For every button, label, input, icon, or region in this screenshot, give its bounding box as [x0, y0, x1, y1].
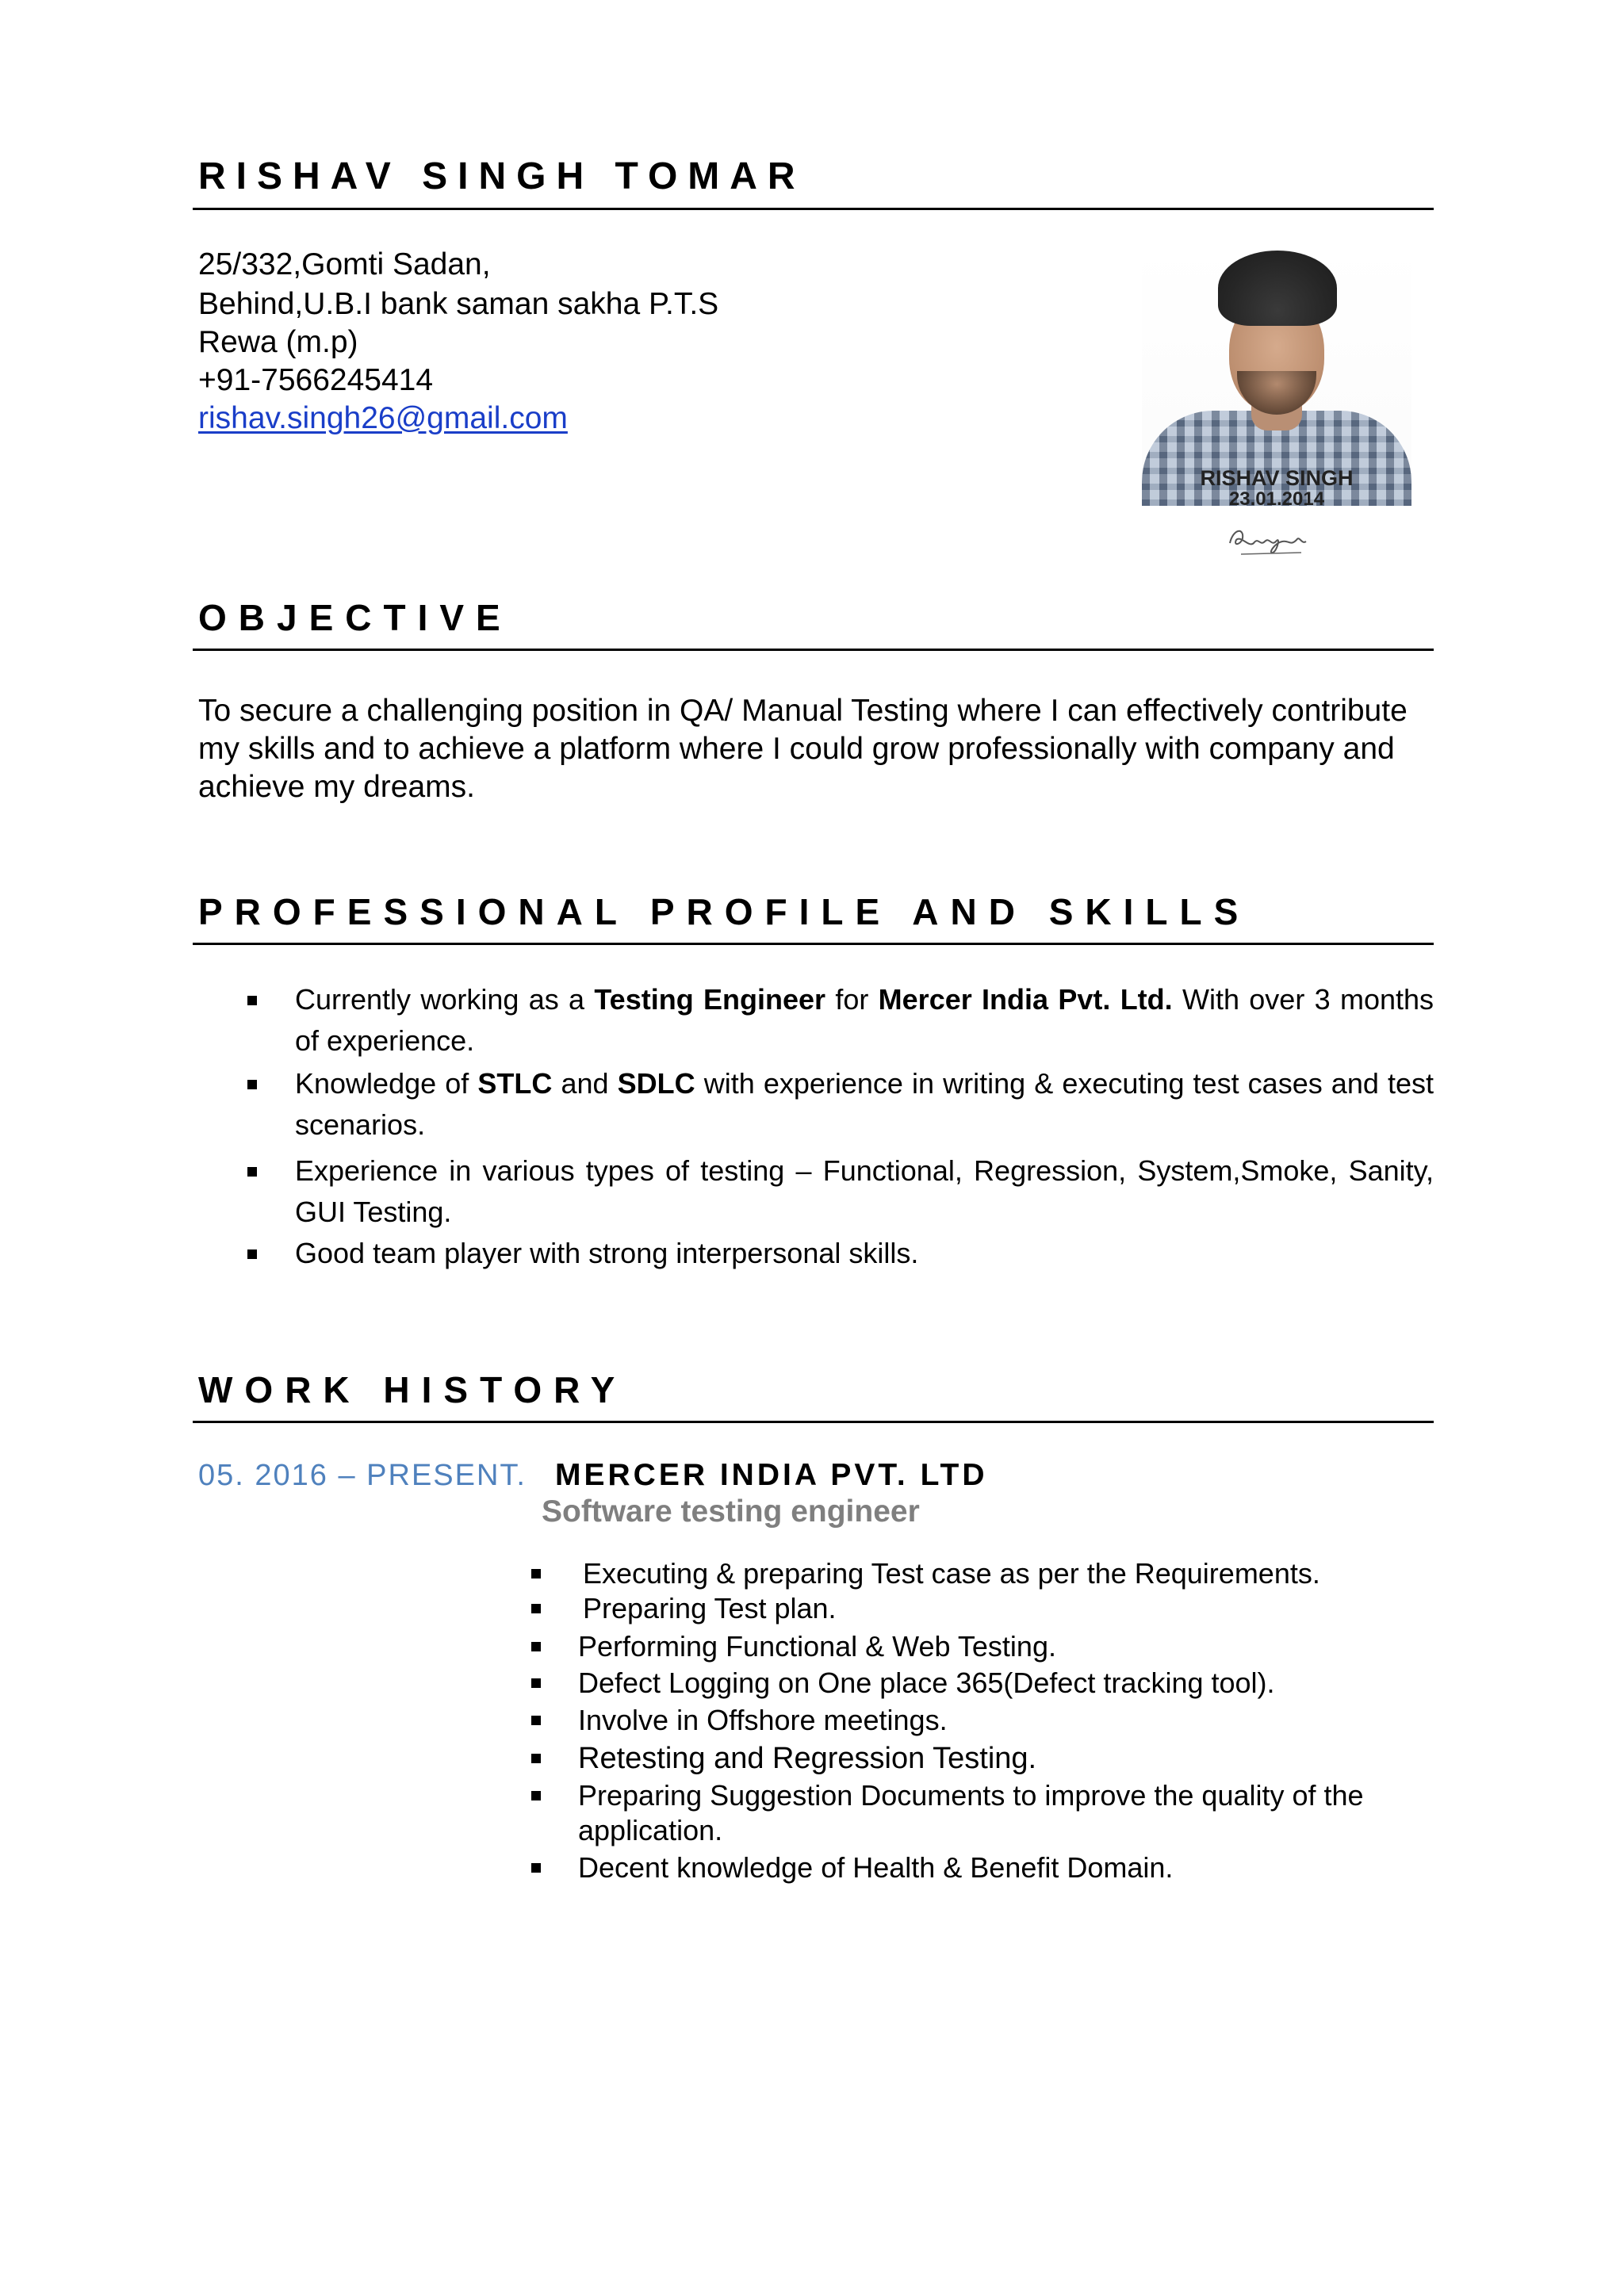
- bullet-icon: [247, 1249, 257, 1259]
- skill-item-text: [295, 1233, 1434, 1274]
- skill-text-segment: Currently working as a: [295, 983, 595, 1016]
- skill-text-segment: and: [552, 1067, 618, 1100]
- objective-heading: OBJECTIVE: [198, 597, 512, 638]
- photo-caption-date: 23.01.2014: [1228, 488, 1325, 510]
- skill-text-segment: With over 3 months of experience.: [295, 983, 1434, 1057]
- bullet-icon: [247, 1167, 257, 1177]
- bullet-icon: [531, 1569, 541, 1578]
- skill-text-segment: for: [825, 983, 879, 1016]
- candidate-name: RISHAV SINGH TOMAR: [198, 155, 806, 197]
- duty-text: Executing & preparing Test case as per the Requirements.: [583, 1557, 1320, 1590]
- phone-number: +91-7566245414: [198, 363, 434, 397]
- skill-stlc: STLC: [477, 1067, 553, 1100]
- duty-text: Involve in Offshore meetings.: [578, 1704, 948, 1736]
- work-history-divider: [193, 1421, 1434, 1423]
- objective-divider: [193, 649, 1434, 651]
- bullet-icon: [531, 1604, 541, 1613]
- skill-item-text: [295, 1150, 1434, 1233]
- address-line-3: Rewa (m.p): [198, 325, 358, 359]
- skill-sdlc: SDLC: [617, 1067, 695, 1100]
- name-divider: [193, 208, 1434, 210]
- photo-beard: [1237, 371, 1316, 415]
- duty-text: Retesting and Regression Testing.: [578, 1742, 1037, 1775]
- bullet-icon: [531, 1791, 541, 1800]
- job-title: Software testing engineer: [542, 1494, 920, 1529]
- bullet-icon: [531, 1716, 541, 1725]
- skill-text-segment: Experience in various types of testing – Functional, Regression, System,Smoke, Sanity, GUI Testing.: [295, 1154, 1434, 1228]
- duty-text: Preparing Suggestion Documents to improve the quality of the application.: [578, 1779, 1364, 1846]
- bullet-icon: [247, 996, 257, 1005]
- objective-text: To secure a challenging position in QA/ Manual Testing where I can effectively contribute my skills and to achieve a platform where I could grow professionally with company and achieve my dreams.: [198, 694, 1408, 804]
- skill-text-segment: with experience in writing & executing test cases and test scenarios.: [295, 1067, 1434, 1141]
- skill-text-segment: Knowledge of: [295, 1067, 478, 1100]
- duty-text: Decent knowledge of Health & Benefit Domain.: [578, 1851, 1174, 1884]
- email-link[interactable]: rishav.singh26@gmail.com: [198, 401, 568, 435]
- bullet-icon: [531, 1678, 541, 1688]
- skills-heading: PROFESSIONAL PROFILE AND SKILLS: [198, 891, 1251, 932]
- work-history-heading: WORK HISTORY: [198, 1369, 627, 1410]
- bullet-icon: [531, 1754, 541, 1763]
- bullet-icon: [531, 1642, 541, 1651]
- job-period: 05. 2016 – PRESENT.: [198, 1459, 527, 1492]
- skill-employer: Mercer India Pvt. Ltd.: [878, 983, 1173, 1016]
- bullet-icon: [247, 1080, 257, 1089]
- job-company: MERCER INDIA PVT. LTD: [555, 1458, 988, 1492]
- duty-text: Preparing Test plan.: [583, 1592, 837, 1624]
- skill-text-segment: Good team player with strong interpersonal skills.: [295, 1237, 919, 1269]
- skill-role: Testing Engineer: [594, 983, 826, 1016]
- skill-item-text: [295, 979, 1434, 1062]
- signature-image: [1225, 519, 1312, 559]
- photo-hair: [1218, 251, 1337, 326]
- bullet-icon: [531, 1863, 541, 1873]
- duty-text: Defect Logging on One place 365(Defect tracking tool).: [578, 1667, 1275, 1699]
- duty-text: Performing Functional & Web Testing.: [578, 1630, 1056, 1663]
- address-line-1: 25/332,Gomti Sadan,: [198, 247, 491, 281]
- address-line-2: Behind,U.B.I bank saman sakha P.T.S: [198, 287, 719, 321]
- photo-caption-name: RISHAV SINGH: [1200, 466, 1354, 490]
- skills-divider: [193, 943, 1434, 945]
- skill-item-text: [295, 1063, 1434, 1146]
